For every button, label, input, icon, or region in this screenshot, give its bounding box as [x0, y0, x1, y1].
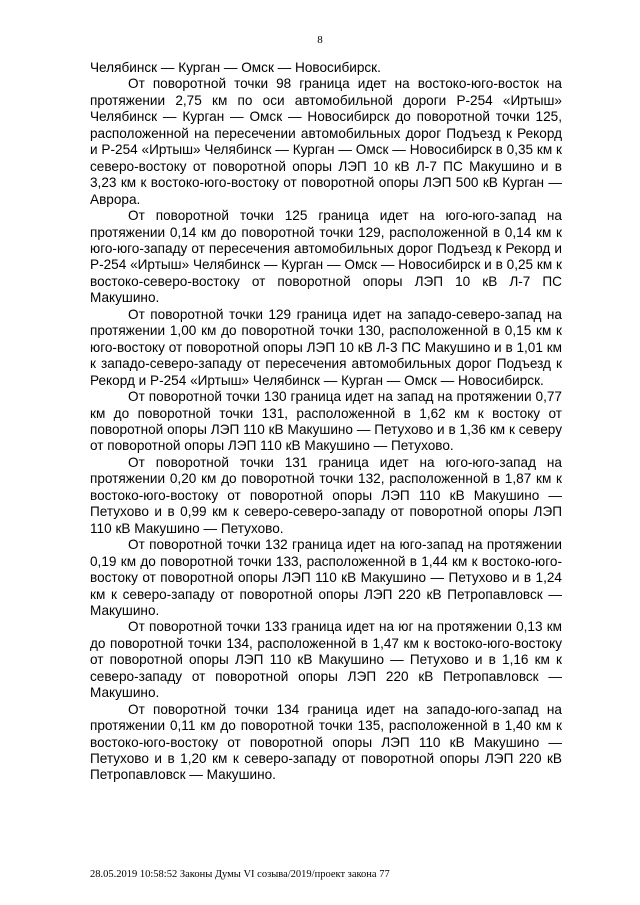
paragraph-point-130: От поворотной точки 130 граница идет на запад на протяжении 0,77 км до поворотной точки 131, расположенной в 1,62 км к востоку от поворотной опоры ЛЭП 110 кВ Макушино — Петухово и в 1,36 км к северу от поворотной опоры ЛЭП 110 кВ Макушино — Петухово. — [90, 389, 562, 454]
paragraph-point-131: От поворотной точки 131 граница идет на юго-юго-запад на протяжении 0,20 км до поворотной точки 132, расположенной в 1,87 км к востоко-юго-востоку от поворотной опоры ЛЭП 110 кВ Макушино — Петухово и в 0,99 км к северо-северо-западу от поворотной опоры ЛЭП 110 кВ Макушино — Петухово. — [90, 454, 562, 536]
paragraph-point-133: От поворотной точки 133 граница идет на юг на протяжении 0,13 км до поворотной точки 134, расположенной в 1,47 км к востоко-юго-востоку от поворотной опоры ЛЭП 110 кВ Макушино — Петухово и в 1,16 км к северо-западу от поворотной опоры ЛЭП 220 кВ Петропавловск — Макушино. — [90, 619, 562, 701]
paragraph-point-132: От поворотной точки 132 граница идет на юго-запад на протяжении 0,19 км до поворотной точки 133, расположенной в 1,44 км к востоко-юго-востоку от поворотной опоры ЛЭП 110 кВ Макушино — Петухово и в 1,24 км к северо-западу от поворотной опоры ЛЭП 220 кВ Петропавловск — Макушино. — [90, 537, 562, 618]
document-body — [90, 60, 562, 784]
paragraph-point-129: От поворотной точки 129 граница идет на западо-северо-запад на протяжении 1,00 км до поворотной точки 130, расположенной в 0,15 км к юго-востоку от поворотной опоры ЛЭП 10 кВ Л-3 ПС Макушино и в 1,01 км к западо-северо-западу от пересечения автомобильных дорог Подъезд к Рекорд и Р-254 «Иртыш» Челябинск — Курган — Омск — Новосибирск. — [90, 306, 562, 388]
paragraph-point-134: От поворотной точки 134 граница идет на западо-юго-запад на протяжении 0,11 км до поворотной точки 135, расположенной в 1,40 км к востоко-юго-востоку от поворотной опоры ЛЭП 110 кВ Макушино — Петухово и в 1,20 км к северо-западу от поворотной опоры ЛЭП 220 кВ Петропавловск — Макушино. — [90, 701, 562, 783]
paragraph-point-125: От поворотной точки 125 граница идет на юго-юго-запад на протяжении 0,14 км до поворотной точки 129, расположенной в 0,14 км к юго-юго-западу от пересечения автомобильных дорог Подъезд к Рекорд и Р-254 «Иртыш» Челябинск — Курган — Омск — Новосибирск и в 0,25 км к востоко-северо-востоку от поворотной опоры ЛЭП 10 кВ Л-7 ПС Макушино. — [90, 208, 562, 306]
paragraph-continuation: Челябинск — Курган — Омск — Новосибирск. — [90, 60, 381, 75]
paragraph-point-98: От поворотной точки 98 граница идет на востоко-юго-восток на протяжении 2,75 км по оси автомобильной дороги Р-254 «Иртыш» Челябинск — Курган — Омск — Новосибирск до поворотной точки 125, расположенной на пересечении автомобильных дорог Подъезд к Рекорд и Р-254 «Иртыш» Челябинск — Курган — Омск — Новосибирск в 0,35 км к северо-востоку от поворотной опоры ЛЭП 10 кВ Л-7 ПС Макушино и в 3,23 км к востоко-юго-востоку от поворотной опоры ЛЭП 500 кВ Курган — Аврора. — [90, 76, 562, 207]
page-number: 8 — [317, 34, 323, 46]
document-footer: 28.05.2019 10:58:52 Законы Думы VI созыва/2019/проект закона 77 — [90, 869, 390, 880]
